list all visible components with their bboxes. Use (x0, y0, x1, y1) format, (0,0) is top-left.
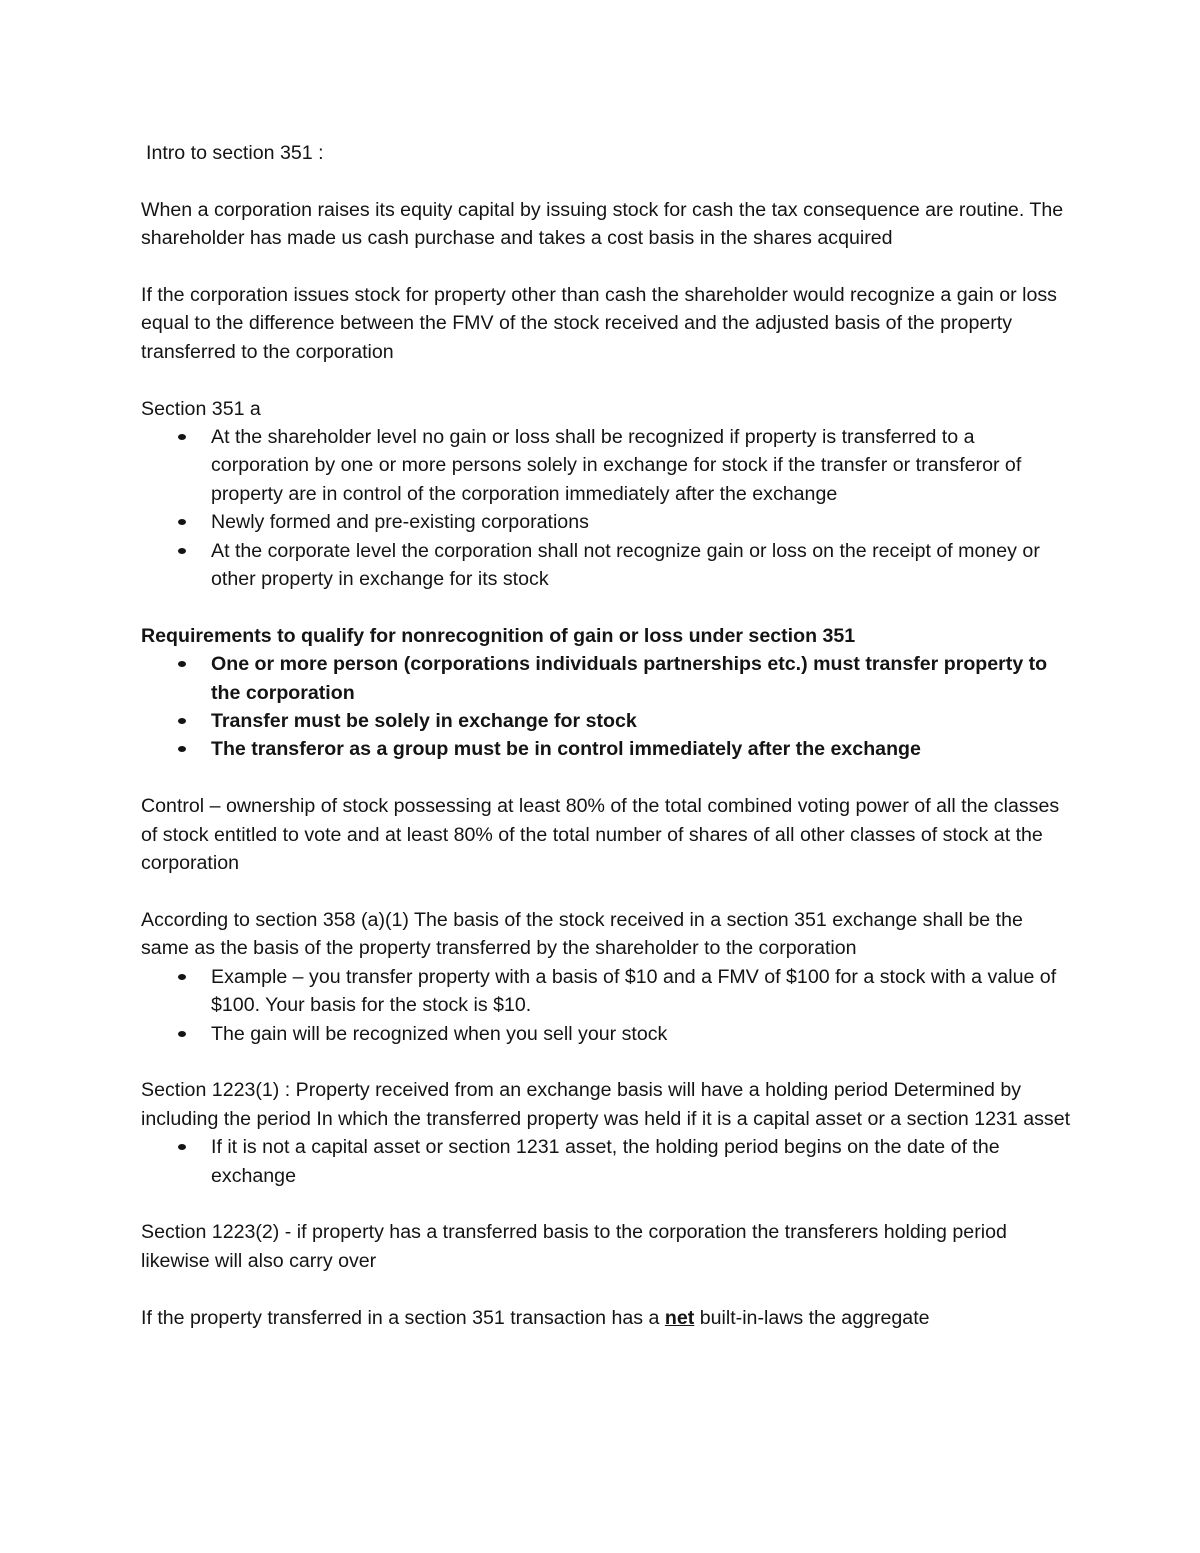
requirements-heading: Requirements to qualify for nonrecognition of gain or loss under section 351 (141, 624, 856, 647)
list-item: Transfer must be solely in exchange for stock (211, 707, 1071, 735)
section-1223-1-list (141, 1133, 1071, 1190)
list-item: Example – you transfer property with a basis of $10 and a FMV of $100 for a stock with a value of $100. Your basis for the stock is $10. (211, 963, 1071, 1020)
section-1223-2-text: Section 1223(2) - if property has a transferred basis to the corporation the transferers holding period likewise will also carry over (141, 1221, 1007, 1272)
list-item: At the corporate level the corporation shall not recognize gain or loss on the receipt of money or other property in exchange for its stock (211, 537, 1071, 594)
section-1223-1-text: Section 1223(1) : Property received from an exchange basis will have a holding period Determined by including the period In which the transferred property was held if it is a capital asset or a section 1231 asset (141, 1079, 1071, 1130)
requirements-list (141, 650, 1071, 764)
intro-title: Intro to section 351 : (146, 142, 324, 164)
section-358-list (141, 963, 1071, 1048)
built-in-loss-text-after: built-in-laws the aggregate (694, 1306, 930, 1329)
list-item: The gain will be recognized when you sell your stock (211, 1020, 1071, 1048)
section-351a-heading: Section 351 a (141, 397, 261, 420)
paragraph-built-in-loss (141, 1304, 1071, 1332)
paragraph-cash-issuance: When a corporation raises its equity capital by issuing stock for cash the tax consequence are routine. The shareholder has made us cash purchase and takes a cost basis in the shares acquired (141, 198, 1064, 250)
list-item: Newly formed and pre-existing corporations (211, 508, 1071, 536)
built-in-loss-text-before: If the property transferred in a section 351 transaction has a (141, 1306, 665, 1329)
list-item: If it is not a capital asset or section 1231 asset, the holding period begins on the date of the exchange (211, 1133, 1071, 1190)
list-item: At the shareholder level no gain or loss shall be recognized if property is transferred to a corporation by one or more persons solely in exchange for stock if the transfer or transferor of property are in control of the corporation immediately after the exchange (211, 423, 1071, 508)
list-item: One or more person (corporations individuals partnerships etc.) must transfer property to the corporation (211, 650, 1071, 707)
section-358-text: According to section 358 (a)(1) The basis of the stock received in a section 351 exchange shall be the same as the basis of the property transferred by the shareholder to the corporation (141, 908, 1023, 960)
paragraph-control-definition: Control – ownership of stock possessing at least 80% of the total combined voting power of all the classes of stock entitled to vote and at least 80% of the total number of shares of all other classes of stock at the corporation (141, 795, 1060, 875)
document-page (141, 139, 1071, 1332)
paragraph-property-issuance: If the corporation issues stock for property other than cash the shareholder would recognize a gain or loss equal to the difference between the FMV of the stock received and the adjusted basis of the property transferred to the corporation (141, 284, 1057, 363)
emphasis-net: net (664, 1306, 695, 1329)
section-351a-list (141, 423, 1071, 593)
list-item: The transferor as a group must be in control immediately after the exchange (211, 735, 1071, 763)
